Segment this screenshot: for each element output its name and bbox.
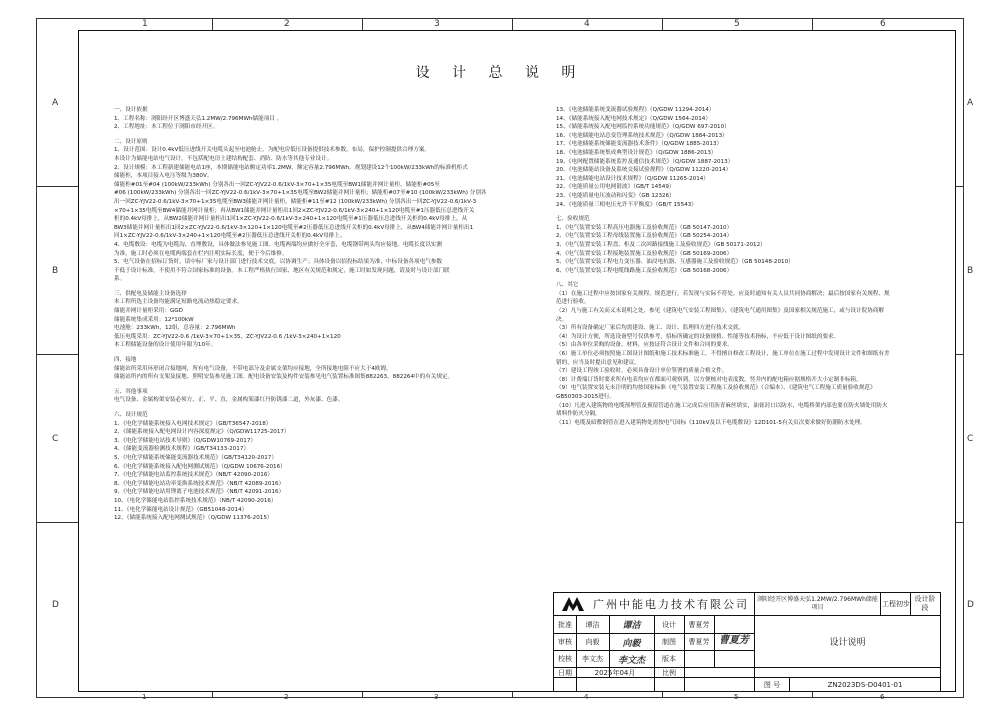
text-line: 21、《电池储能电站设计技术规程》（Q/GDW 11265-2014） bbox=[556, 175, 709, 182]
text-line: BW3储能并网计量柜出1回2×ZC-YJV22-0.6/1kV-3×120+1×120电缆至#2压器低压总进线开关柜的0.4kV母排上，从BW4储能并网计量柜出1 bbox=[114, 224, 474, 231]
text-line: 决。 bbox=[556, 316, 568, 323]
text-line: 出一回ZC-YJV22-0.6/1kV-3×70+1×35电缆至BW3储能并网计量柜，储能柜#11至#12 (100kW/233kWh) 分别各出一回ZC-YJV22-0.6/1kV-3 bbox=[114, 198, 477, 205]
section-heading: 四、接地 bbox=[114, 357, 137, 364]
text-line: 2、《储能系统接入配电网设计内容深度规定》（Q/GDW11725-2017） bbox=[114, 429, 290, 436]
text-line: 19、《电网配置储能系统监控及通信技术规范》（Q/GDW 1887-2013） bbox=[556, 158, 734, 165]
text-line: 本设计为储能电站电气设计，不包括配电房土建结构配套、消防、防水等其他专业设计。 bbox=[114, 155, 333, 162]
text-line: 5、《电气装置安装工程电力变压器、油浸电抗器、互感器施工及验收规范》（GB 50148-2010） bbox=[556, 259, 794, 266]
company-name: 广州中能电力技术有限公司 bbox=[593, 598, 749, 611]
text-line: 4、电缆敷设：电缆为电缆沟、直埋敷设，具体做法参见施工图。电缆两端均应做好全牙套，电缆钢带两头均应接地。电缆长度以实测 bbox=[114, 241, 442, 248]
grid-tick bbox=[512, 692, 513, 698]
text-line: 1、《电化学储能系统接入电网技术规定》（GB/T36547-2018） bbox=[114, 420, 272, 427]
text-line: 20、《电池储能站设备及系统交接试验规程》（Q/GDW 11220-2014） bbox=[556, 167, 732, 174]
grid-tick bbox=[662, 692, 663, 698]
text-line: 5、电气设备在招标订货时，请中标厂家与设计部门进行技术交底，以协调生产；具体设备以招投标结果为准，中标设备各项电气参数 bbox=[114, 259, 442, 266]
grid-tick bbox=[812, 18, 813, 30]
text-line: 6、《电气装置安装工程电缆线路施工及验收规范》（GB 50168-2006） bbox=[556, 267, 733, 274]
document-title: 设 计 总 说 明 bbox=[415, 65, 585, 81]
text-line: （2）凡与施工有关而又未说明之处，参见《建筑电气安装工程图集》，《建筑电气通用图集》及国家相关规范施工，或与设计院协商解 bbox=[556, 308, 884, 315]
text-line: 9、《电化学储能电站用锂离子电池技术规范》（NB/T 42091-2016） bbox=[114, 489, 285, 496]
role-review: 审核 bbox=[558, 638, 572, 646]
grid-tick bbox=[212, 692, 213, 698]
text-line: 1、《电气装置安装工程高压电器施工及验收规范》（GB 50147-2010） bbox=[556, 224, 733, 231]
row-label: B bbox=[967, 266, 974, 276]
text-line: （3）所有设备确定厂家后均需建设、施工、设计、监理四方进行技术交底。 bbox=[556, 325, 745, 332]
discipline-label: 工程 bbox=[882, 600, 896, 608]
text-line: 18、《电池储能系统集成典型设计规范》（Q/GDW 1886-2013） bbox=[556, 149, 717, 156]
text-line: 11、《电化学储能电站设计规范》（GB51048-2014） bbox=[114, 506, 248, 513]
col-label: 4 bbox=[584, 693, 589, 701]
text-line: 7、《电化学储能电站监控系统技术规范》（NB/T 42090-2016） bbox=[114, 472, 273, 479]
text-line: #06 (100kW/233kWh) 分别各出一回ZC-YJV22-0.6/1kV-3×70+1×35电缆至BW2储能并网计量柜；储能柜#07至#10 (100kW/233kWh) 分别各 bbox=[114, 190, 487, 197]
text-line: ×70+1×35电缆至BW4储能并网计量柜；再从BW1储能并网计量柜出1回2×ZC-YJV22-0.6/1kV-3×240+1×120电缆至#1压器低压总进线开关 bbox=[114, 207, 475, 214]
text-line: 储能柜，本项目接入电压等级为380V。 bbox=[114, 173, 213, 180]
text-line: 本工程储能设备的设计使用年限为10年。 bbox=[114, 342, 217, 349]
text-line: 电气设备、金属构架安装必须方、正、平、直，金属构架漆红丹防锈漆二道，外灰漆、色漆。 bbox=[114, 397, 344, 404]
col-label: 2 bbox=[284, 693, 289, 701]
text-line: 6、《电化学储能系统接入配电网测试规范》（Q/GDW 10676-2016） bbox=[114, 463, 286, 470]
section-heading: 五、其他事项 bbox=[114, 388, 148, 395]
text-line: 16、《电池储能电站总变管理系统技术规范》（Q/GDW 1884-2013） bbox=[556, 132, 728, 139]
grid-tick bbox=[956, 522, 964, 523]
grid-tick bbox=[662, 18, 663, 30]
section-heading: 八、其它 bbox=[556, 282, 579, 289]
text-line: 4、《储能变流器检测技术规程》（GB/T34133-2017） bbox=[114, 446, 249, 453]
grid-tick bbox=[36, 186, 78, 187]
text-line: （10）凡进入建筑物的电缆预埋管及预留管道在施工完成后应用沥青麻丝填实，油膏封口以防水，电缆桥架内部也要在防火墙处用防火 bbox=[556, 402, 888, 409]
col-label: 5 bbox=[734, 693, 739, 701]
grid-tick bbox=[956, 186, 964, 187]
scale-label: 比例 bbox=[662, 668, 676, 677]
stage-label: 设计阶段 bbox=[914, 595, 936, 612]
role-draft: 制图 bbox=[662, 638, 676, 646]
role-approve: 批准 bbox=[558, 620, 572, 629]
text-line: 1、设计范围：设计0.4kV低压进线开关电缆头起至电池舱止，为配电房低压设备提供技术参数，布局，保护控制提供合理方案。 bbox=[114, 147, 430, 154]
name-check: 李文杰 bbox=[582, 655, 603, 663]
col-label: 5 bbox=[734, 19, 740, 29]
text-line: 不低于设计标准，不使用不符合国家标准的设备。本工程严格执行国家、地区有关规范和规定，施工时如发现问题，请及时与设计部门联 bbox=[114, 267, 450, 274]
grid-tick bbox=[362, 692, 363, 698]
designer-signature: 曹夏芳 bbox=[719, 634, 749, 646]
text-line: （4）为设计方便，所选设备型号仅供参考，招标所确定的设备规格、性能等技术指标，不应低于设计图纸的要求。 bbox=[556, 333, 840, 340]
text-line: 2、工程地址：本工程位于浏阳市经开区。 bbox=[114, 124, 219, 131]
text-line: 回1×ZC-YJV22-0.6/1kV-3×240+1×120电缆至#2压器低压总进线开关柜的0.4kV母排上。 bbox=[114, 233, 346, 240]
name-design: 曹夏芳 bbox=[688, 620, 710, 629]
text-line: （7）建设工程竣工验收时，必须具备设计单位签署的质量合格文件。 bbox=[556, 368, 728, 375]
row-label: C bbox=[52, 434, 59, 444]
text-line: 错的，应当及时提出意见和建议。 bbox=[556, 359, 640, 366]
grid-tick bbox=[36, 354, 78, 355]
text-line: 本工程所选主设备均能满足短路电流动热稳定要求。 bbox=[114, 299, 243, 306]
text-line: 5、《电化学储能系统储能变流器技术规范》（GB/T34120-2017） bbox=[114, 454, 277, 461]
left-text-column bbox=[114, 106, 534, 523]
signature-approve: 谭洁 bbox=[622, 621, 641, 631]
row-label: C bbox=[967, 434, 974, 444]
text-line: 柜的0.4kV母排上，从BW2储能并网计量柜出1回1×ZC-YJV22-0.6/1kV-3×240+1×120电缆至#1压器低压总进线开关柜的0.4kV母排上，从 bbox=[114, 216, 468, 223]
col-label: 2 bbox=[284, 19, 290, 29]
row-label: D bbox=[52, 600, 59, 610]
text-line: （1）在施工过程中应按国家有关规程、规范进行，若发现与实际不符处，应及时通知有关人员共同协商解决；最后按国家有关规程、规 bbox=[556, 290, 890, 297]
right-text-column bbox=[556, 106, 946, 427]
date-value: 2025年04月 bbox=[594, 668, 636, 677]
section-heading: 三、供配电及储能主设备选择 bbox=[114, 290, 187, 297]
signature-review: 向毅 bbox=[622, 638, 641, 649]
text-line: 2、《电气装置安装工程母线装置施工及验收规范》（GB 50254-2014） bbox=[556, 233, 733, 240]
col-label: 6 bbox=[880, 693, 885, 701]
row-label: B bbox=[52, 266, 59, 276]
name-approve: 谭洁 bbox=[585, 620, 600, 629]
text-line: 电池舱：233kWh，12组，总容量：2.796MWh bbox=[114, 325, 236, 332]
text-line: 储能系统集成采用：12*100kW bbox=[114, 316, 194, 323]
section-heading: 六、设计规范 bbox=[114, 412, 148, 418]
text-line: 12、《储能系统接入配电网测试规范》（Q/GDW 11376-2015） bbox=[114, 515, 273, 522]
role-design: 设计 bbox=[662, 620, 676, 629]
col-label: 6 bbox=[880, 19, 886, 29]
row-label: A bbox=[967, 98, 974, 108]
text-line: 为准，施工时必须在电缆两端套在栏内注明实际长度，便于今后维修。 bbox=[114, 250, 288, 257]
date-label: 日期 bbox=[558, 668, 572, 677]
text-line: 储能柜#01至#04 (100kW/233kWh) 分别各出一回ZC-YJV22-0.6/1kV-3×70+1×35电缆至BW1储能并网计量柜，储能柜#05至 bbox=[114, 181, 440, 188]
text-line: 10、《电化学储能电站监控系统技术规范》（NB/T 42090-2016） bbox=[114, 497, 277, 504]
text-line: GB50303-2015进行。 bbox=[556, 394, 616, 400]
grid-tick bbox=[362, 18, 363, 30]
text-line: 2、设计规模：本工程新建储能电站1座，本期储能电站额定功率1.2MW，额定容量2.796MWh。规划建设12个100kW/233kWh的标准机柜式 bbox=[114, 164, 468, 171]
project-name: 浏阳经开区博盛天弘1.2MW/2.796MWh储能项目 bbox=[757, 596, 878, 611]
text-line: 3、《电化学储能电站技术导则》（Q/GDW10769-2017） bbox=[114, 437, 256, 444]
text-line: （8）计费端订货时要求所有电表均应在都面可观察到，以方便核对电表度数，竖井内的配电箱应据规格开大小定制非标箱。 bbox=[556, 376, 862, 383]
text-line: 系。 bbox=[114, 276, 126, 283]
text-line: （5）由各单位采购的设备、材料，应按证符合设计文件和合同的要求。 bbox=[556, 342, 733, 349]
row-label: D bbox=[967, 600, 974, 610]
text-line: （11）电缆及暗敷钢管在进入建筑物处需按电气国标《110kV及以下电缆敷设》12D101-5有关页次要求做好防潮防水处理。 bbox=[556, 419, 866, 426]
role-check: 校核 bbox=[558, 655, 572, 663]
section-heading: 一、设计依据 bbox=[114, 107, 148, 113]
text-line: 范进行验收。 bbox=[556, 299, 590, 306]
text-line: 堵料作防火分隔。 bbox=[556, 411, 601, 418]
grid-tick bbox=[812, 692, 813, 698]
col-label: 1 bbox=[142, 693, 147, 701]
name-draft: 曹夏芳 bbox=[688, 638, 710, 646]
role-version: 版本 bbox=[662, 655, 676, 663]
title-block bbox=[553, 592, 941, 692]
text-line: 3、《电气装置安装工程盘、柜及二次回路接线施工及验收规范》（GB 50171-2012） bbox=[556, 241, 766, 248]
text-line: 23、《电能质量电压波动和闪变》（GB 12326） bbox=[556, 192, 675, 199]
text-line: 储能站所采用环形闭合接地网，所有电气设备，不带电部分及金属支架均应接地，全所接地电阻不应大于4欧姆。 bbox=[114, 365, 392, 372]
text-line: 24、《电能质量三相电压允许不平衡度》（GB/T 15543） bbox=[556, 201, 697, 208]
stage-value: 初步 bbox=[896, 600, 910, 608]
text-line: 13、《电池储能系统变流器试验规程》（Q/GDW 11294-2014） bbox=[556, 107, 715, 113]
drawing-no: ZN2023DS-D0401-01 bbox=[827, 680, 903, 689]
text-line: （6）施工单位必须按照施工图设计图纸和施工技术标准施工，不得擅自修改工程设计，施工单位在施工过程中发现设计文件和图纸有差 bbox=[556, 351, 890, 358]
signature-check: 李文杰 bbox=[617, 655, 645, 666]
name-review: 向毅 bbox=[585, 638, 600, 646]
text-line: 1、工程名称：浏阳经开区博盛天弘1.2MW/2.796MWh储能项目 。 bbox=[114, 115, 283, 122]
row-label: A bbox=[52, 98, 59, 108]
drawing-title: 设计说明 bbox=[829, 638, 866, 648]
grid-tick bbox=[212, 18, 213, 30]
col-label: 1 bbox=[142, 19, 148, 29]
col-label: 3 bbox=[434, 19, 440, 29]
text-line: 储能并网计量柜采用：GGD bbox=[114, 308, 183, 315]
text-line: 储能站所内的所有支架及接地、照明安装参见施工图。配电设备安装及构件安装参见电气装置标准图集882263，882264中的有关规定。 bbox=[114, 374, 454, 381]
text-line: 14、《储能系统接入配电网技术规定》（Q/GDW 1564-2014） bbox=[556, 115, 711, 122]
col-label: 3 bbox=[434, 693, 439, 701]
grid-tick bbox=[512, 18, 513, 30]
section-heading: 二、设计原则 bbox=[114, 138, 148, 145]
col-label: 4 bbox=[584, 19, 590, 29]
company-logo bbox=[560, 595, 586, 613]
text-line: 低压电缆采用：ZC-YJV22-0.6 /1kV-3×70+1×35、ZC-YJV22-0.6 /1kV-3×240+1×120 bbox=[114, 333, 341, 340]
text-line: 15、《储能系统接入配电网监控系统功能规范》（Q/GDW 697-2010） bbox=[556, 124, 730, 131]
grid-tick bbox=[956, 354, 964, 355]
text-line: 4、《电气装置安装工程接地装置施工及验收规范》（GB 50169-2006） bbox=[556, 250, 733, 257]
grid-tick bbox=[36, 522, 78, 523]
section-heading: 七、验收规范 bbox=[556, 216, 590, 223]
text-line: 17、《电池储能系统储能变流器技术条件》（Q/GDW 1885-2013） bbox=[556, 141, 723, 148]
logo-mark-icon bbox=[561, 596, 585, 612]
text-line: （9）电气装置安装无未注明的均按国家标准《电气装置安装工程施工及验收规范》（合编本）、《建筑电气工程施工质量验收规范》 bbox=[556, 385, 876, 392]
text-line: 8、《电化学储能电站功率变换系统技术规范》（NB/T 42089-2016） bbox=[114, 480, 285, 487]
text-line: 22、《电能质量公用电网谐波》（GB/T 14549） bbox=[556, 184, 675, 191]
drawing-no-label: 图 号 bbox=[763, 680, 781, 689]
